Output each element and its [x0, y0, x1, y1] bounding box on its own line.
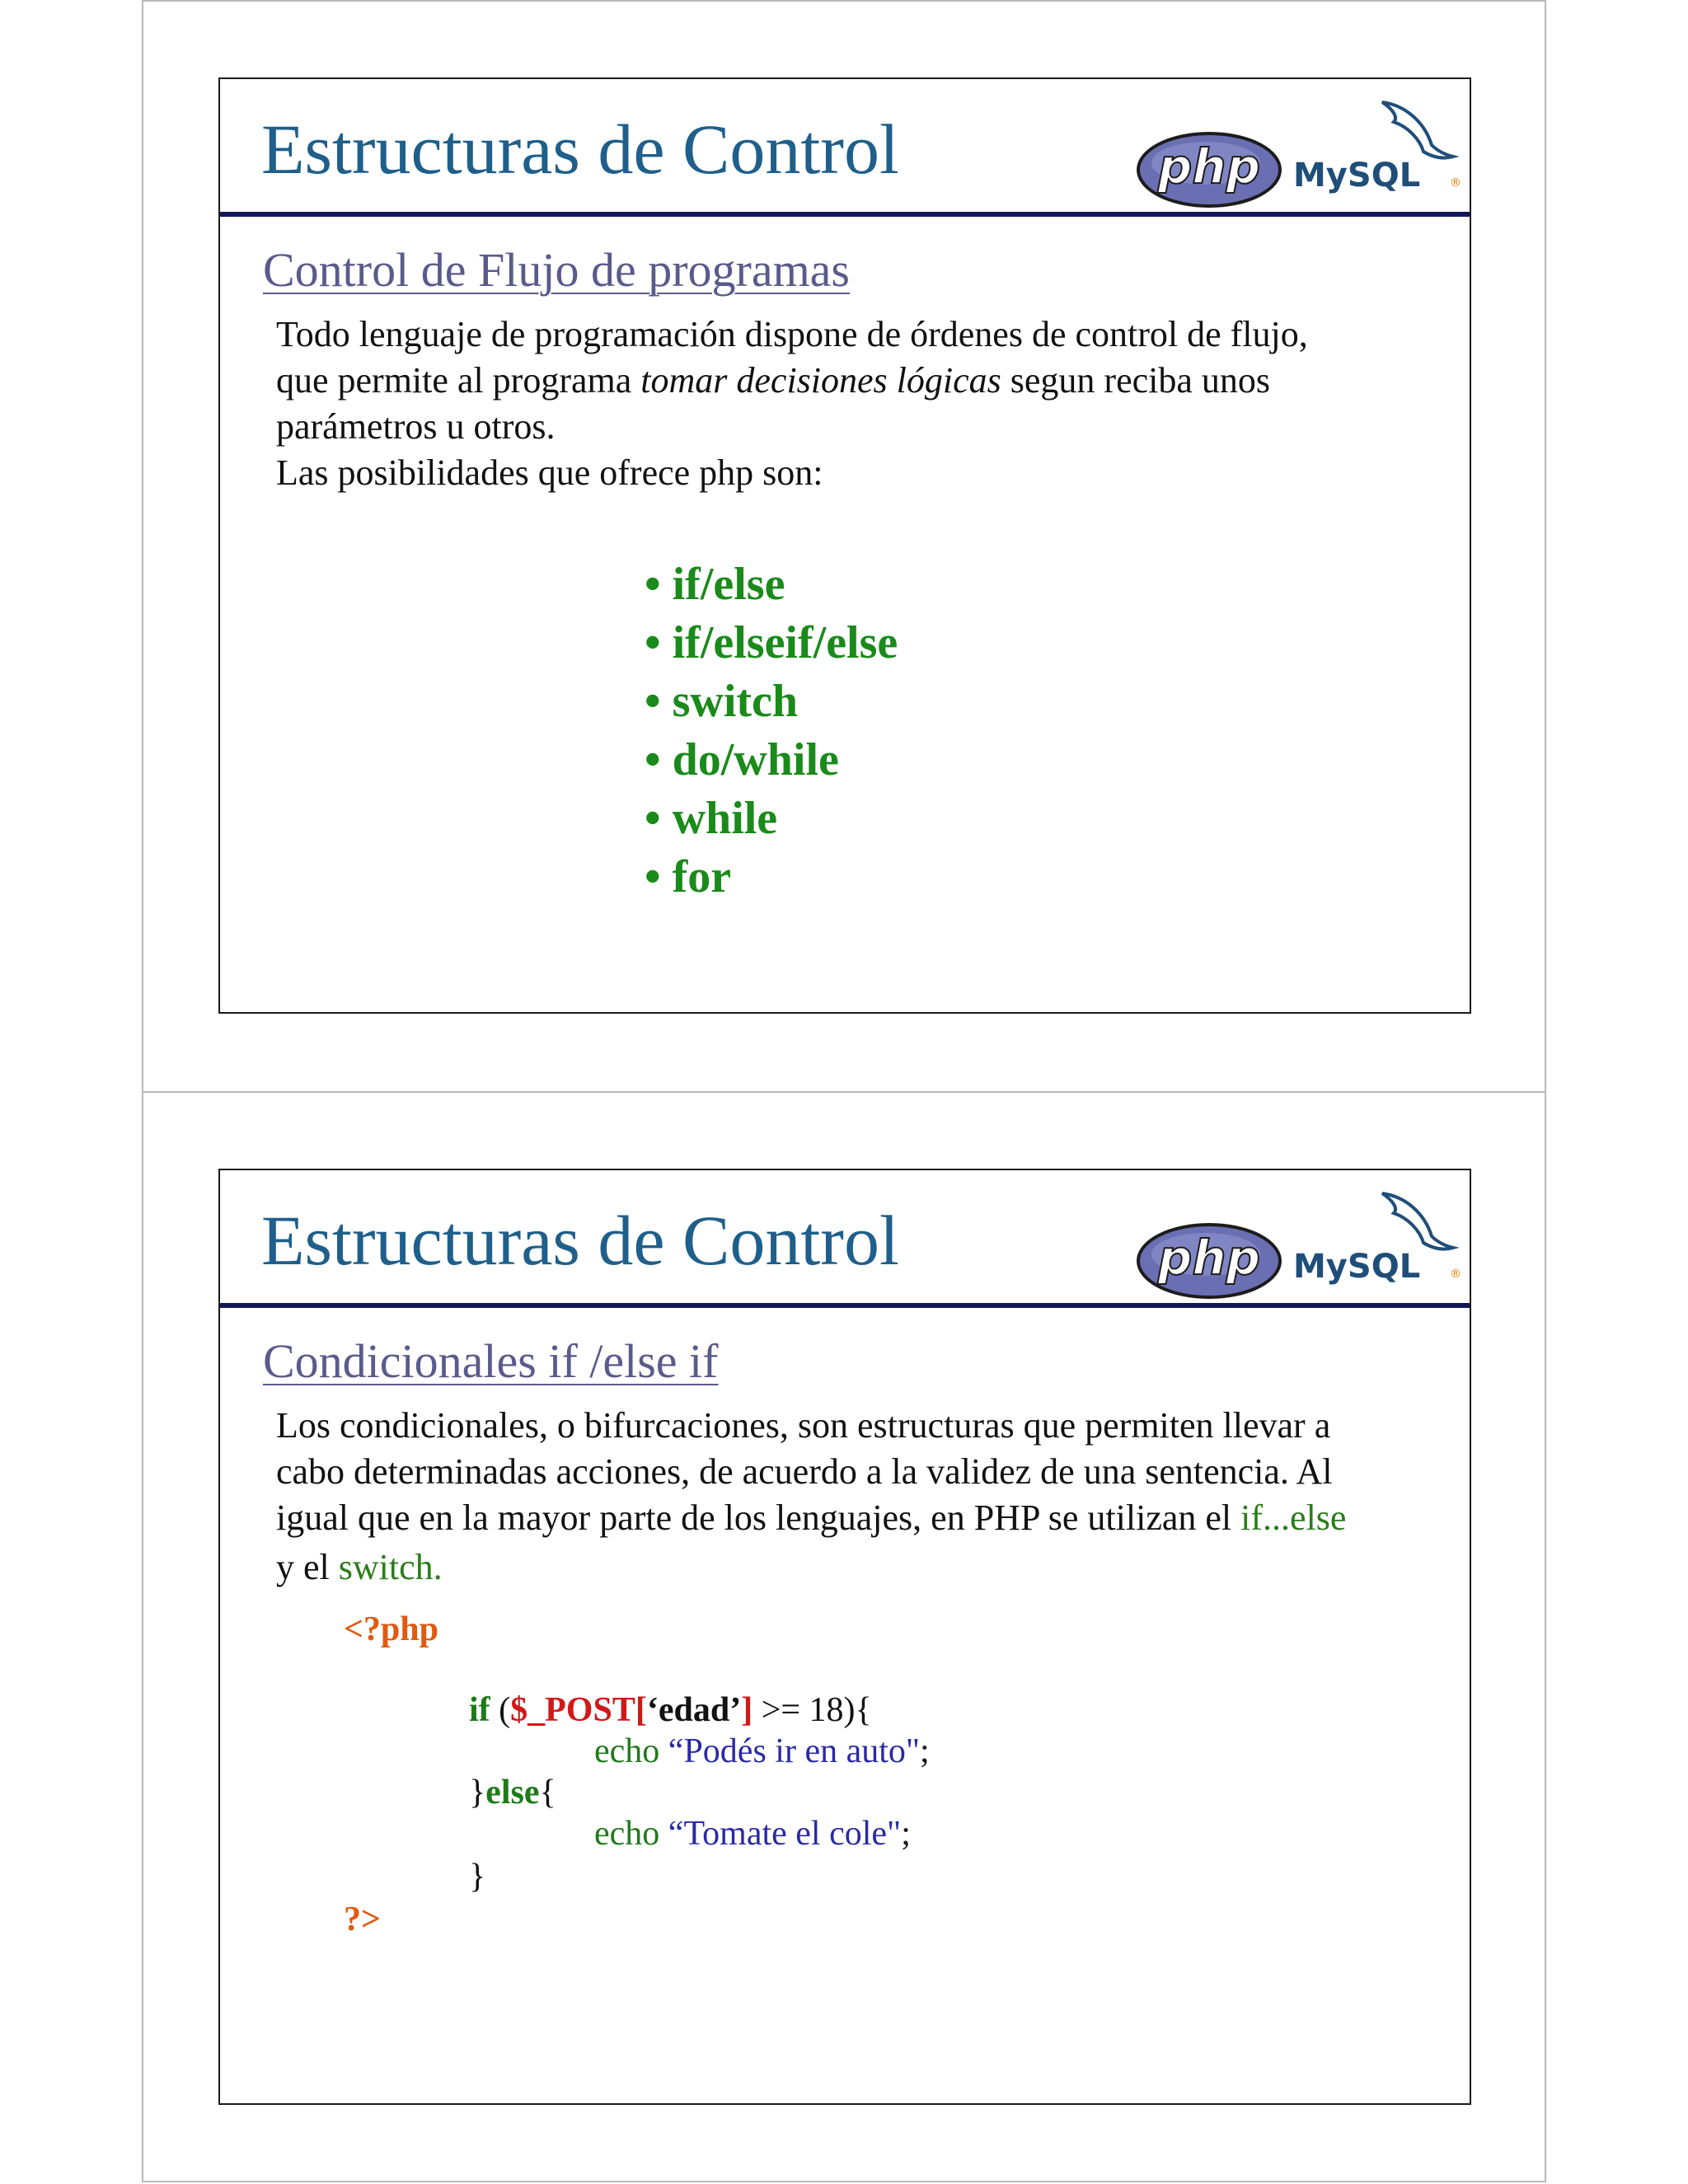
mysql-logo-text: MySQL	[1293, 1248, 1421, 1286]
slide-2	[218, 1169, 1471, 2105]
slide-1	[218, 77, 1471, 1014]
control-structures-list	[645, 555, 898, 907]
list-item: • if/else	[645, 559, 785, 610]
code-line-echo-1: echo “Podés ir en auto";	[594, 1732, 930, 1770]
php-open-tag: <?php	[344, 1610, 439, 1648]
list-item: • do/while	[645, 734, 839, 785]
php-close-tag: ?>	[344, 1900, 381, 1938]
intro-paragraph: Todo lenguaje de programación dispone de órdenes de control de flujo, que permite al programa tomar decisiones lógicas segun reciba unos parámetros u otros. Las posibilidades que ofrece php son:	[276, 314, 1308, 493]
php-mysql-logo	[1135, 94, 1465, 209]
list-item: • switch	[645, 676, 799, 727]
section-subtitle: Condicionales if /else if	[263, 1334, 719, 1388]
mysql-logo-text: MySQL	[1293, 157, 1421, 194]
keyword-highlight: switch.	[338, 1547, 443, 1587]
intro-paragraph: Los condicionales, o bifurcaciones, son estructuras que permiten llevar a cabo determinadas acciones, de acuerdo a la validez de una sentencia. Al igual que en la mayor parte de los lenguajes, en PHP se utilizan el if...else y el switch.	[276, 1405, 1347, 1587]
keyword-highlight: if...else	[1240, 1497, 1347, 1538]
list-item: • for	[645, 851, 732, 902]
emphasis-text: tomar decisiones lógicas	[640, 360, 1001, 401]
code-line-echo-2: echo “Tomate el cole";	[594, 1815, 911, 1853]
php-logo-text: php	[1157, 138, 1261, 194]
php-logo-text: php	[1157, 1230, 1261, 1286]
dolphin-icon	[1382, 102, 1453, 158]
slide-title: Estructuras de Control	[261, 1201, 899, 1280]
svg-text:®: ®	[1450, 1268, 1461, 1281]
section-subtitle: Control de Flujo de programas	[263, 243, 851, 297]
page-divider	[142, 1091, 1546, 1093]
title-rule	[220, 212, 1470, 217]
list-item: • while	[645, 793, 778, 844]
slide-title: Estructuras de Control	[261, 110, 899, 189]
svg-text:®: ®	[1450, 176, 1461, 190]
list-item: • if/elseif/else	[645, 617, 898, 668]
code-sample	[220, 1170, 1470, 2103]
code-line-if: if ($_POST[‘edad’] >= 18){	[469, 1691, 872, 1729]
code-line-close-brace: }	[469, 1858, 486, 1896]
code-line-else: }else{	[469, 1774, 556, 1811]
